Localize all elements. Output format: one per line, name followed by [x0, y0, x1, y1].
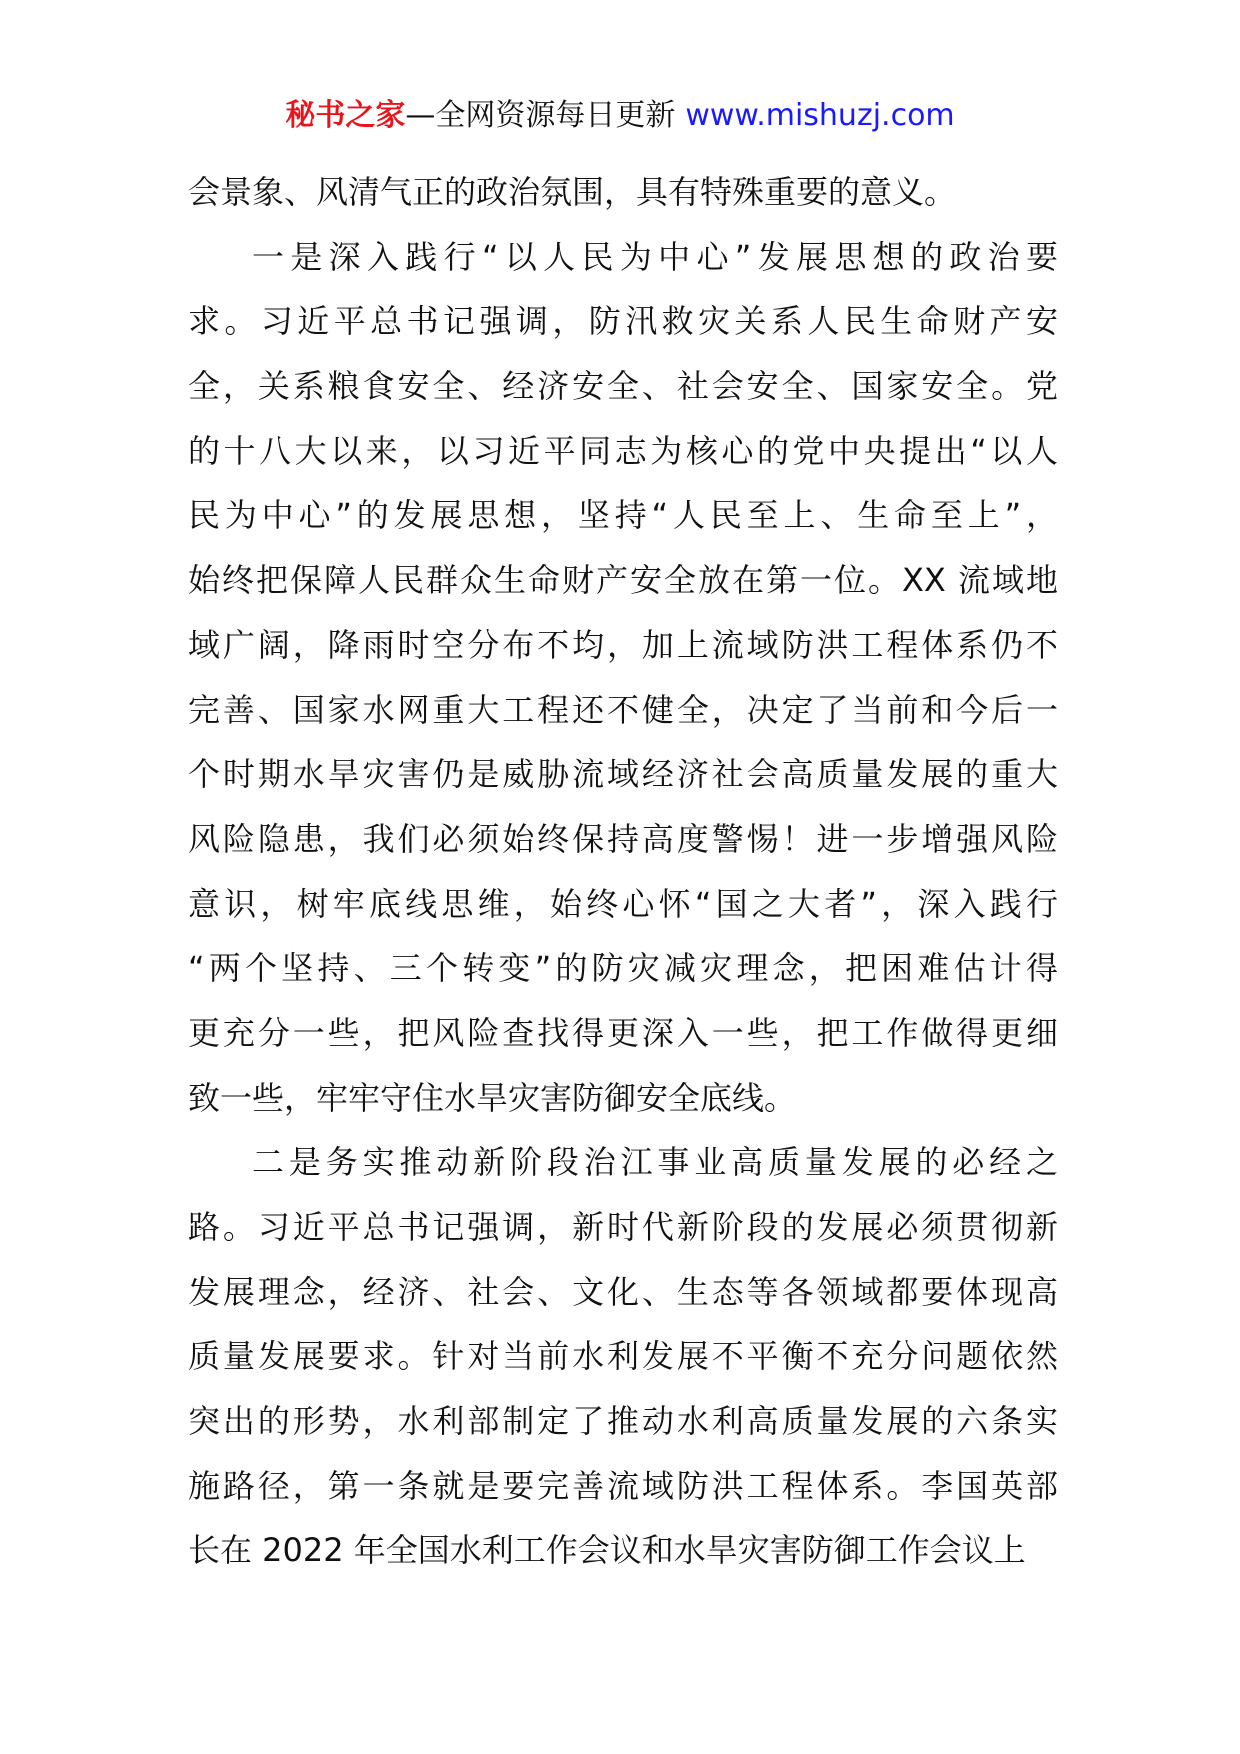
document-body	[188, 160, 1058, 1583]
paragraph	[188, 1130, 1058, 1583]
text-line: 突出的形势，水利部制定了推动水利高质量发展的六条实	[188, 1402, 1058, 1441]
text-line: 发展理念，经济、社会、文化、生态等各领域都要体现高	[188, 1272, 1058, 1311]
text-line: 求。习近平总书记强调，防汛救灾关系人民生命财产安	[188, 302, 1058, 341]
text-line: 一是深入践行“以人民为中心”发展思想的政治要	[252, 237, 1058, 276]
text-line: 全，关系粮食安全、经济安全、社会安全、国家安全。党	[188, 367, 1058, 406]
text-line: 民为中心”的发展思想，坚持“人民至上、生命至上”，	[188, 496, 1058, 535]
text-line: 会景象、风清气正的政治氛围，具有特殊重要的意义。	[188, 173, 957, 211]
text-line: 致一些，牢牢守住水旱灾害防御安全底线。	[188, 1078, 797, 1117]
text-line: 意识，树牢底线思维，始终心怀“国之大者”，深入践行	[188, 884, 1058, 923]
site-header	[0, 96, 1240, 136]
paragraph	[188, 160, 1058, 225]
text-line: 始终把保障人民群众生命财产安全放在第一位。XX 流域地	[188, 561, 1058, 600]
paragraph	[188, 225, 1058, 1131]
site-url-link[interactable]: www.mishuzj.com	[685, 98, 955, 133]
text-line: 的十八大以来，以习近平同志为核心的党中央提出“以人	[188, 431, 1058, 470]
text-line: 二是务实推动新阶段治江事业高质量发展的必经之	[252, 1143, 1058, 1182]
text-line: 施路径，第一条就是要完善流域防洪工程体系。李国英部	[188, 1466, 1058, 1505]
text-line: 个时期水旱灾害仍是威胁流域经济社会高质量发展的重大	[188, 755, 1058, 794]
text-line: “两个坚持、三个转变”的防灾减灾理念，把困难估计得	[188, 949, 1058, 988]
text-line: 更充分一些，把风险查找得更深入一些，把工作做得更细	[188, 1013, 1058, 1052]
text-line: 完善、国家水网重大工程还不健全，决定了当前和今后一	[188, 690, 1058, 729]
header-tagline: —全网资源每日更新	[405, 98, 676, 133]
text-line: 路。习近平总书记强调，新时代新阶段的发展必须贯彻新	[188, 1208, 1058, 1246]
text-line: 质量发展要求。针对当前水利发展不平衡不充分问题依然	[188, 1337, 1058, 1376]
text-line: 风险隐患，我们必须始终保持高度警惕！进一步增强风险	[188, 819, 1058, 858]
text-line: 域广阔，降雨时空分布不均，加上流域防洪工程体系仍不	[188, 625, 1058, 664]
text-line: 长在 2022 年全国水利工作会议和水旱灾害防御工作会议上	[188, 1531, 1026, 1570]
brand-name: 秘书之家	[285, 98, 406, 133]
